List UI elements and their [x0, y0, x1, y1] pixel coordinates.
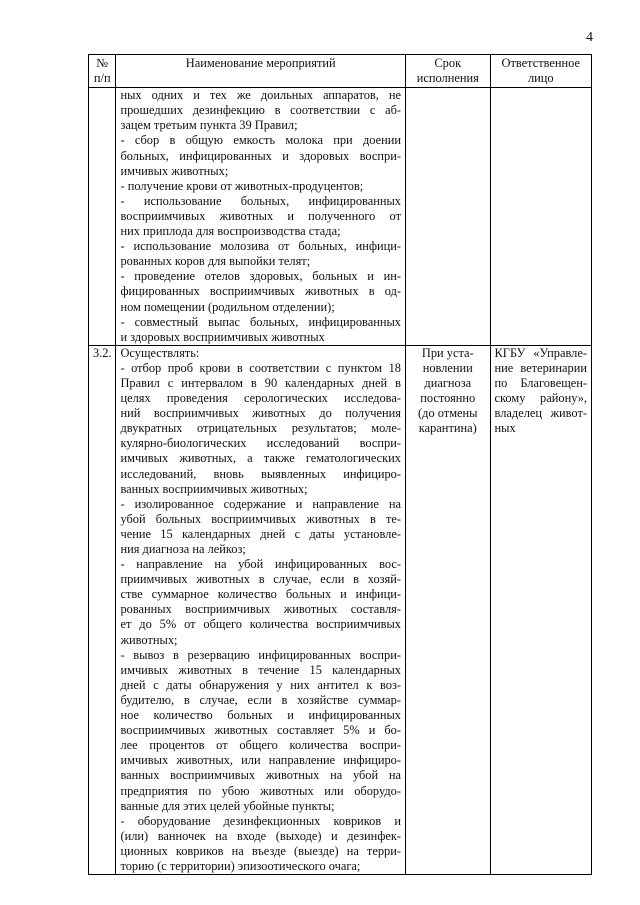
responsible-line: скому району»,: [494, 391, 587, 406]
responsible-line: ние ветеринарии: [494, 360, 587, 375]
activity-cell: [116, 88, 406, 346]
activity-line: - вывоз в резервацию инфицированных воспри-: [120, 647, 401, 662]
measures-table: [88, 54, 592, 875]
activity-line: убой больных восприимчивых животных в те-: [120, 511, 401, 526]
activity-line: целях проведения серологических исследова-: [120, 391, 401, 406]
table-row: [89, 88, 592, 346]
activity-line: ных одних и тех же доильных аппаратов, не: [120, 88, 401, 103]
activity-line: ном помещении (родильном отделении);: [120, 299, 335, 314]
activity-line: ет до 5% от общего количества восприимчивых: [120, 617, 401, 632]
activity-line: - использование больных, инфицированных: [120, 193, 401, 208]
activity-line: - отбор проб крови в соответствии с пунктом 18: [120, 360, 401, 375]
activity-line: (или) ванночек на входе (выходе) и дезинфек-: [120, 828, 401, 843]
activity-line: - использование молозива от больных, инфици-: [120, 239, 401, 254]
activity-line: - получение крови от животных-продуцентов;: [120, 178, 364, 193]
activity-line: стве суммарное количество больных и инфици-: [120, 587, 401, 602]
activity-line: - совместный выпас больных, инфицированных: [120, 314, 401, 329]
term-line: (до отмены: [418, 406, 478, 421]
activity-line: больных, инфицированных и здоровых воспри-: [120, 148, 401, 163]
header-term: Срок исполнения: [406, 55, 491, 88]
activity-line: Осуществлять:: [120, 345, 200, 360]
header-num: № п/п: [89, 55, 116, 88]
activity-line: чение 15 календарных дней с даты установле-: [120, 526, 401, 541]
activity-line: будителю, в случае, если в хозяйстве суммар-: [120, 692, 401, 707]
activity-line: имчивых животных в течение 15 календарных: [120, 662, 401, 677]
activity-line: - направление на убой инфицированных вос-: [120, 557, 401, 572]
activity-line: приимчивых животных в случае, если в хозяй-: [120, 572, 401, 587]
activity-line: ное количество больных и инфицированных: [120, 708, 401, 723]
activity-line: ционных ковриков на въезде (выезде) на терри-: [120, 843, 401, 858]
header-activity: Наименование мероприятий: [116, 55, 406, 88]
activity-cell: [116, 345, 406, 874]
table-row: [89, 345, 592, 874]
activity-line: лее процентов от общего количества воспри-: [120, 738, 401, 753]
term-line: новлении: [422, 360, 473, 375]
activity-line: - изолированное содержание и направление на: [120, 496, 401, 511]
term-line: диагноза: [424, 375, 472, 390]
page-number: 4: [586, 30, 593, 45]
row-number: [89, 88, 116, 346]
activity-line: ния диагноза на лейкоз;: [120, 542, 246, 556]
responsible-line: ных: [494, 421, 516, 436]
table-header-row: [89, 55, 592, 88]
activity-line: прошедших дезинфекцию в соответствии с аб-: [120, 103, 401, 118]
activity-line: торию (с территории) эпизоотического очага;: [120, 858, 361, 873]
term-cell: [406, 345, 491, 874]
activity-line: рованных восприимчивых животных составля-: [120, 602, 401, 617]
activity-line: имчивых животных, а также гематологических: [120, 451, 401, 466]
activity-line: них приплода для воспроизводства стада;: [120, 224, 341, 239]
activity-line: предприятия по убою животных или оборудо-: [120, 783, 401, 798]
activity-line: восприимчивых животных составляет 5% и бо-: [120, 723, 401, 738]
term-line: постоянно: [420, 391, 476, 406]
responsible-cell: [490, 345, 591, 874]
activity-line: ванных восприимчивых животных;: [120, 481, 308, 496]
activity-line: ний восприимчивых животных до получения: [120, 406, 401, 421]
activity-line: рованных коров для выпойки телят;: [120, 254, 311, 269]
activity-line: ванные для этих целей убойные пункты;: [120, 798, 335, 813]
activity-line: зацем третьим пункта 39 Правил;: [120, 118, 298, 133]
activity-line: фицированных восприимчивых животных в од-: [120, 284, 401, 299]
activity-line: исследований, вновь выявленных инфициро-: [120, 466, 401, 481]
term-line: карантина): [418, 421, 477, 436]
activity-line: животных;: [120, 632, 178, 647]
activity-line: двукратных отрицательных результатов; моле-: [120, 421, 401, 436]
responsible-line: КГБУ «Управле-: [494, 345, 587, 360]
responsible-line: владелец живот-: [494, 406, 587, 421]
term-cell: [406, 88, 491, 346]
row-number: 3.2.: [89, 345, 116, 874]
activity-line: кулярно-биологических исследований воспри-: [120, 436, 401, 451]
term-line: При уста-: [421, 345, 474, 360]
activity-line: ванных восприимчивых животных на убой на: [120, 768, 401, 783]
activity-line: восприимчивых животных и полученного от: [120, 208, 401, 223]
responsible-line: по Благовещен-: [494, 375, 587, 390]
activity-line: имчивых животных, или направление инфициро-: [120, 753, 401, 768]
activity-line: - сбор в общую емкость молока при доении: [120, 133, 401, 148]
activity-line: - проведение отелов здоровых, больных и ин-: [120, 269, 401, 284]
activity-line: имчивых животных;: [120, 163, 229, 178]
activity-line: - оборудование дезинфекционных ковриков и: [120, 813, 401, 828]
responsible-cell: [490, 88, 591, 346]
activity-line: и здоровых восприимчивых животных: [120, 329, 325, 344]
header-responsible: Ответственное лицо: [490, 55, 591, 88]
activity-line: Правил с интервалом в 90 календарных дней в: [120, 375, 401, 390]
activity-line: дней с даты обнаружения у них антител к воз-: [120, 677, 401, 692]
